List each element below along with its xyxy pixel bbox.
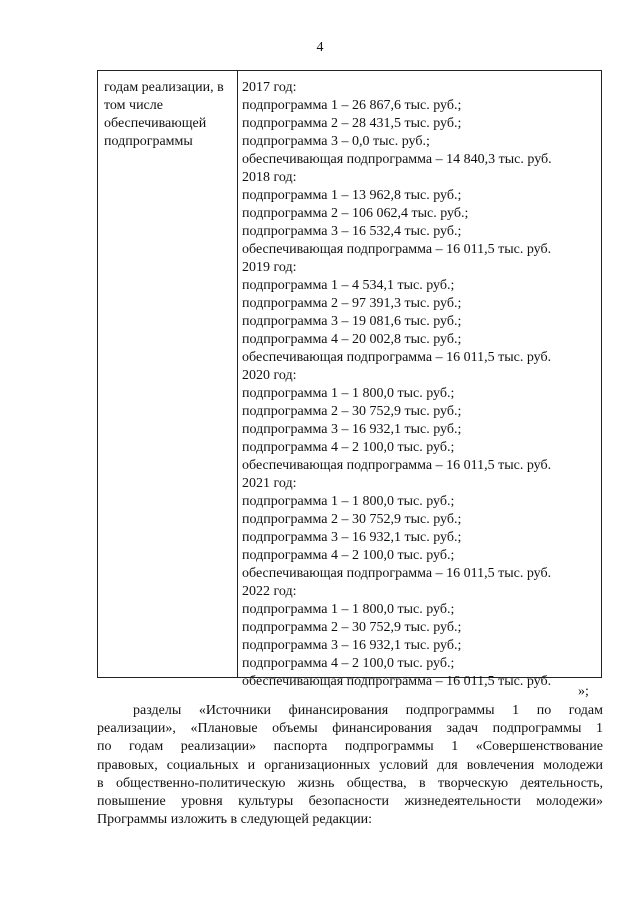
closing-quote-mark: »; — [578, 684, 589, 699]
funding-line: подпрограмма 4 – 2 100,0 тыс. руб.; — [242, 548, 455, 563]
label-line: годам реализации, в — [104, 80, 224, 95]
table-label-cell — [98, 71, 238, 677]
page-number: 4 — [316, 40, 324, 55]
paragraph-line: правовых, социальных и организационных условий для вовлечения молодежи — [97, 757, 603, 773]
funding-line: обеспечивающая подпрограмма – 16 011,5 тыс. руб. — [242, 242, 552, 257]
funding-line: подпрограмма 2 – 97 391,3 тыс. руб.; — [242, 296, 462, 311]
label-line: подпрограммы — [104, 134, 193, 149]
funding-table — [97, 70, 602, 689]
funding-line: обеспечивающая подпрограмма – 16 011,5 тыс. руб. — [242, 674, 552, 689]
year-heading: 2017 год: — [242, 80, 297, 95]
funding-line: подпрограмма 3 – 16 932,1 тыс. руб.; — [242, 422, 462, 437]
funding-line: обеспечивающая подпрограмма – 16 011,5 тыс. руб. — [242, 566, 552, 581]
funding-line: подпрограмма 4 – 2 100,0 тыс. руб.; — [242, 440, 455, 455]
funding-line: подпрограмма 1 – 1 800,0 тыс. руб.; — [242, 602, 455, 617]
funding-line: подпрограмма 4 – 2 100,0 тыс. руб.; — [242, 656, 455, 671]
funding-line: подпрограмма 1 – 4 534,1 тыс. руб.; — [242, 278, 455, 293]
paragraph-line: по годам реализации» паспорта подпрограммы 1 «Совершенствование — [97, 739, 603, 755]
paragraph-line: разделы «Источники финансирования подпрограммы 1 по годам — [133, 703, 603, 718]
funding-line: подпрограмма 4 – 20 002,8 тыс. руб.; — [242, 332, 462, 347]
funding-line: подпрограмма 2 – 30 752,9 тыс. руб.; — [242, 512, 462, 527]
funding-line: подпрограмма 1 – 1 800,0 тыс. руб.; — [242, 386, 455, 401]
funding-line: обеспечивающая подпрограмма – 16 011,5 тыс. руб. — [242, 350, 552, 365]
funding-line: подпрограмма 1 – 26 867,6 тыс. руб.; — [242, 98, 462, 113]
year-heading: 2018 год: — [242, 170, 297, 185]
funding-line: подпрограмма 2 – 28 431,5 тыс. руб.; — [242, 116, 462, 131]
label-line: обеспечивающей — [104, 116, 207, 131]
funding-line: подпрограмма 3 – 0,0 тыс. руб.; — [242, 134, 430, 149]
funding-line: обеспечивающая подпрограмма – 14 840,3 тыс. руб. — [242, 152, 552, 167]
funding-line: подпрограмма 1 – 13 962,8 тыс. руб.; — [242, 188, 462, 203]
funding-line: подпрограмма 2 – 30 752,9 тыс. руб.; — [242, 620, 462, 635]
funding-line: подпрограмма 3 – 16 932,1 тыс. руб.; — [242, 638, 462, 653]
table-values-cell — [239, 71, 601, 691]
year-heading: 2019 год: — [242, 260, 297, 275]
amendment-paragraph — [97, 702, 603, 829]
funding-line: обеспечивающая подпрограмма – 16 011,5 тыс. руб. — [242, 458, 552, 473]
funding-line: подпрограмма 1 – 1 800,0 тыс. руб.; — [242, 494, 455, 509]
funding-line: подпрограмма 2 – 106 062,4 тыс. руб.; — [242, 206, 469, 221]
funding-line: подпрограмма 3 – 19 081,6 тыс. руб.; — [242, 314, 462, 329]
paragraph-line: реализации», «Плановые объемы финансирования задач подпрограммы 1 — [97, 721, 603, 737]
year-heading: 2020 год: — [242, 368, 297, 383]
funding-line: подпрограмма 2 – 30 752,9 тыс. руб.; — [242, 404, 462, 419]
label-line: том числе — [104, 98, 163, 113]
paragraph-line: Программы изложить в следующей редакции: — [97, 812, 372, 828]
paragraph-line: в общественно-политическую жизнь общества, в творческую деятельность, — [97, 775, 603, 791]
year-heading: 2021 год: — [242, 476, 297, 491]
funding-line: подпрограмма 3 – 16 932,1 тыс. руб.; — [242, 530, 462, 545]
funding-line: подпрограмма 3 – 16 532,4 тыс. руб.; — [242, 224, 462, 239]
year-heading: 2022 год: — [242, 584, 297, 599]
paragraph-line: повышение уровня культуры безопасности жизнедеятельности молодежи» — [97, 793, 603, 809]
